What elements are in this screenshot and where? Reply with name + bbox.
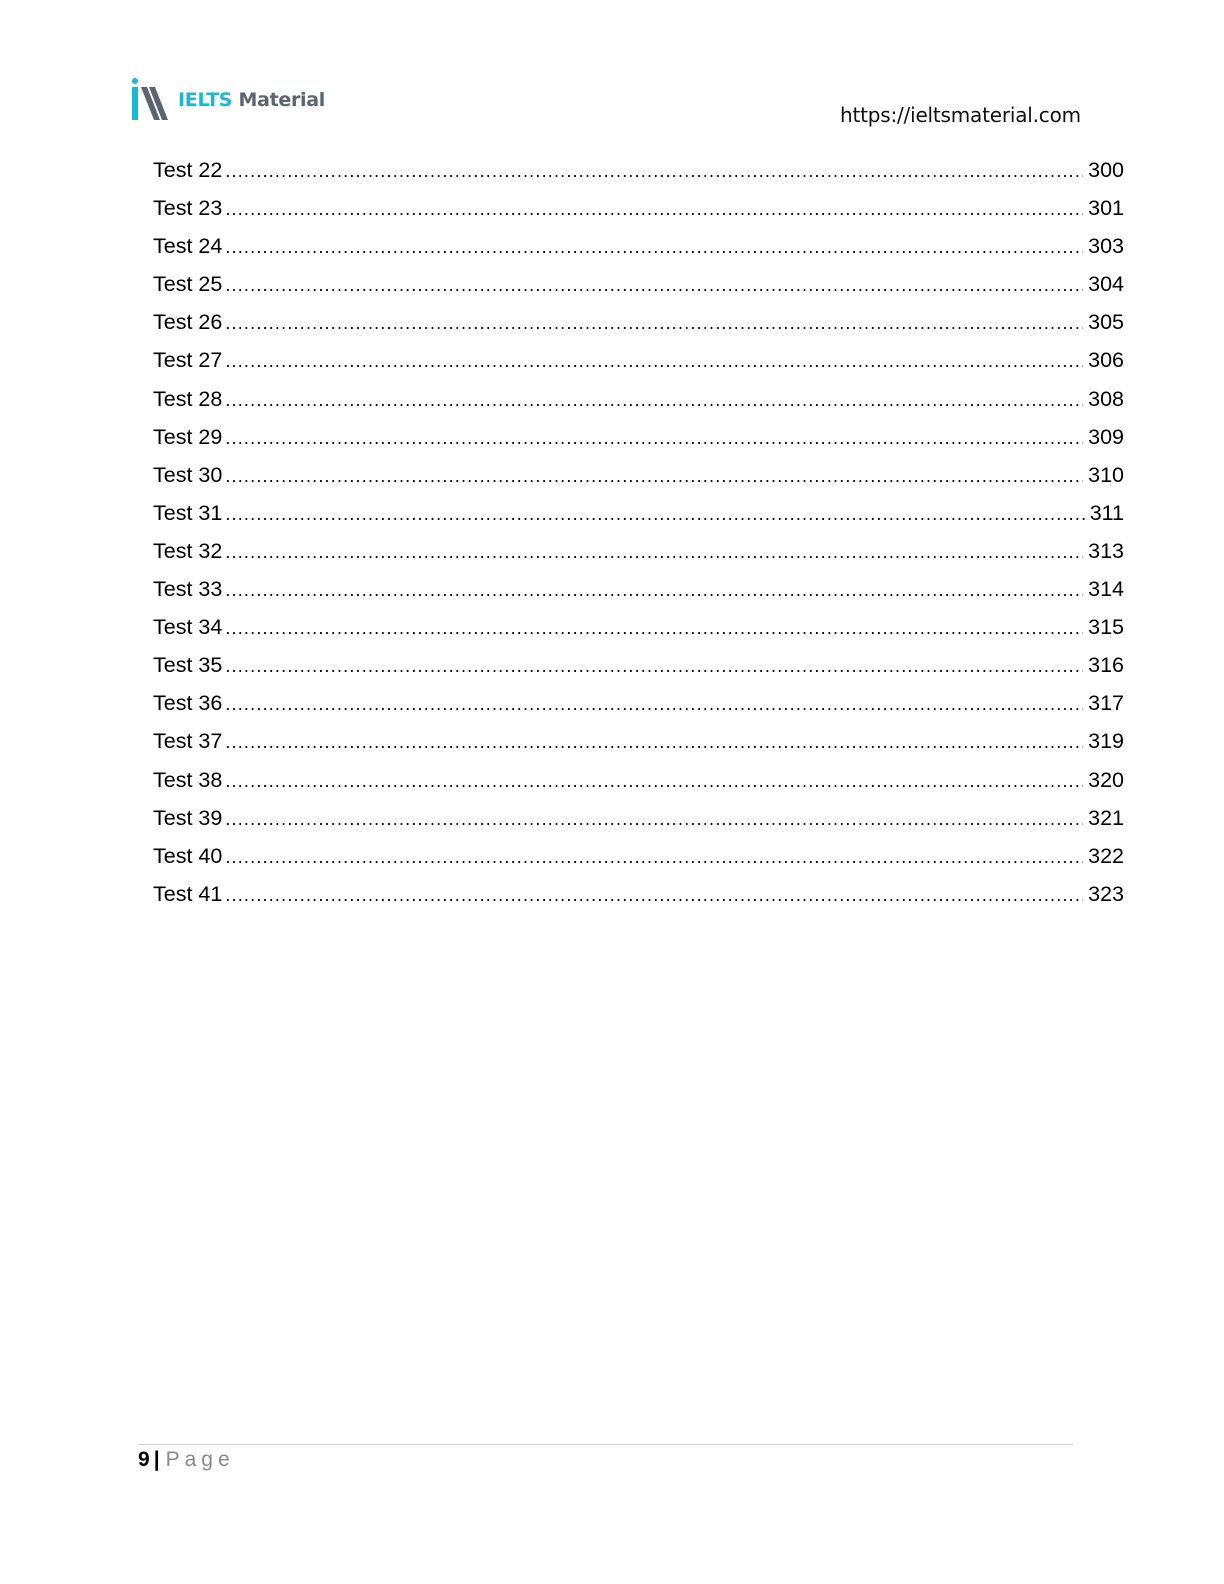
- toc-entry-page: 313: [1088, 538, 1124, 563]
- toc-entry-label: Test 28: [153, 386, 223, 411]
- toc-entry-label: Test 27: [153, 348, 223, 373]
- toc-entry[interactable]: [153, 875, 1124, 913]
- toc-entry[interactable]: [153, 265, 1124, 303]
- toc-dot-leader: [225, 228, 1083, 266]
- toc-dot-leader: [225, 457, 1083, 495]
- toc-entry-page: 317: [1088, 691, 1124, 716]
- toc-dot-leader: [225, 419, 1083, 457]
- toc-entry-label: Test 24: [153, 234, 223, 259]
- toc-dot-leader: [225, 800, 1083, 838]
- toc-entry-label: Test 38: [153, 767, 223, 792]
- toc-entry[interactable]: [153, 837, 1124, 875]
- toc-entry-page: 301: [1088, 196, 1124, 221]
- toc-entry[interactable]: [153, 341, 1124, 379]
- toc-entry-page: 321: [1088, 805, 1124, 830]
- toc-entry-page: 311: [1089, 500, 1124, 525]
- logo-mark-icon: [130, 78, 172, 122]
- toc-entry-label: Test 35: [153, 653, 223, 678]
- toc-entry-page: 316: [1088, 653, 1124, 678]
- toc-dot-leader: [225, 571, 1083, 609]
- table-of-contents: [153, 151, 1124, 913]
- toc-entry-label: Test 23: [153, 196, 223, 221]
- header-url[interactable]: https://ieltsmaterial.com: [840, 103, 1081, 127]
- toc-entry[interactable]: [153, 722, 1124, 760]
- toc-dot-leader: [225, 304, 1083, 342]
- toc-entry[interactable]: [153, 303, 1124, 341]
- toc-entry[interactable]: [153, 646, 1124, 684]
- toc-dot-leader: [225, 152, 1083, 190]
- toc-entry[interactable]: [153, 418, 1124, 456]
- toc-entry-page: 315: [1088, 615, 1124, 640]
- logo-text-ielts: IELTS: [178, 89, 233, 111]
- toc-entry[interactable]: [153, 151, 1124, 189]
- toc-dot-leader: [225, 762, 1083, 800]
- toc-entry-page: 308: [1088, 386, 1124, 411]
- toc-entry-label: Test 33: [153, 577, 223, 602]
- toc-dot-leader: [225, 381, 1083, 419]
- toc-dot-leader: [225, 342, 1083, 380]
- toc-entry[interactable]: [153, 189, 1124, 227]
- toc-entry[interactable]: [153, 494, 1124, 532]
- toc-entry[interactable]: [153, 684, 1124, 722]
- toc-entry-label: Test 34: [153, 615, 223, 640]
- footer-divider: [138, 1444, 1073, 1445]
- toc-entry-page: 304: [1088, 272, 1124, 297]
- toc-entry-page: 320: [1088, 767, 1124, 792]
- toc-entry-label: Test 31: [153, 500, 223, 525]
- toc-entry-label: Test 22: [153, 158, 223, 182]
- toc-entry-label: Test 37: [153, 729, 223, 754]
- toc-entry[interactable]: [153, 227, 1124, 265]
- toc-entry[interactable]: [153, 380, 1124, 418]
- toc-entry-label: Test 39: [153, 805, 223, 830]
- toc-entry-page: 323: [1088, 881, 1124, 906]
- footer-page-word: Page: [165, 1448, 235, 1471]
- toc-dot-leader: [225, 876, 1083, 914]
- logo-text-material: Material: [238, 89, 325, 111]
- toc-entry-page: 314: [1088, 577, 1124, 602]
- toc-entry-page: 319: [1088, 729, 1124, 754]
- toc-entry-page: 303: [1088, 234, 1124, 259]
- toc-entry-page: 300: [1088, 158, 1124, 182]
- toc-dot-leader: [225, 647, 1083, 685]
- toc-dot-leader: [225, 723, 1083, 761]
- toc-dot-leader: [225, 685, 1083, 723]
- toc-dot-leader: [225, 609, 1083, 647]
- toc-entry[interactable]: [153, 799, 1124, 837]
- toc-entry-label: Test 41: [153, 881, 223, 906]
- footer-separator: |: [153, 1448, 160, 1471]
- toc-entry-label: Test 32: [153, 538, 223, 563]
- toc-entry-label: Test 40: [153, 843, 223, 868]
- toc-entry-label: Test 30: [153, 462, 223, 487]
- toc-entry-label: Test 26: [153, 310, 223, 335]
- toc-entry-page: 306: [1088, 348, 1124, 373]
- toc-entry-page: 309: [1088, 424, 1124, 449]
- toc-dot-leader: [225, 266, 1083, 304]
- toc-entry-page: 305: [1088, 310, 1124, 335]
- toc-entry[interactable]: [153, 532, 1124, 570]
- toc-entry[interactable]: [153, 570, 1124, 608]
- logo-wordmark: [178, 89, 325, 111]
- toc-entry-label: Test 36: [153, 691, 223, 716]
- toc-dot-leader: [225, 533, 1083, 571]
- toc-dot-leader: [225, 495, 1084, 533]
- toc-entry-page: 322: [1088, 843, 1124, 868]
- page-footer: [138, 1448, 235, 1472]
- footer-page-number: 9: [138, 1448, 150, 1471]
- toc-dot-leader: [225, 190, 1083, 228]
- toc-entry-page: 310: [1088, 462, 1124, 487]
- toc-entry-label: Test 25: [153, 272, 223, 297]
- toc-entry[interactable]: [153, 456, 1124, 494]
- toc-entry-label: Test 29: [153, 424, 223, 449]
- toc-dot-leader: [225, 838, 1083, 876]
- ielts-material-logo: [130, 78, 325, 122]
- toc-entry[interactable]: [153, 608, 1124, 646]
- toc-entry[interactable]: [153, 761, 1124, 799]
